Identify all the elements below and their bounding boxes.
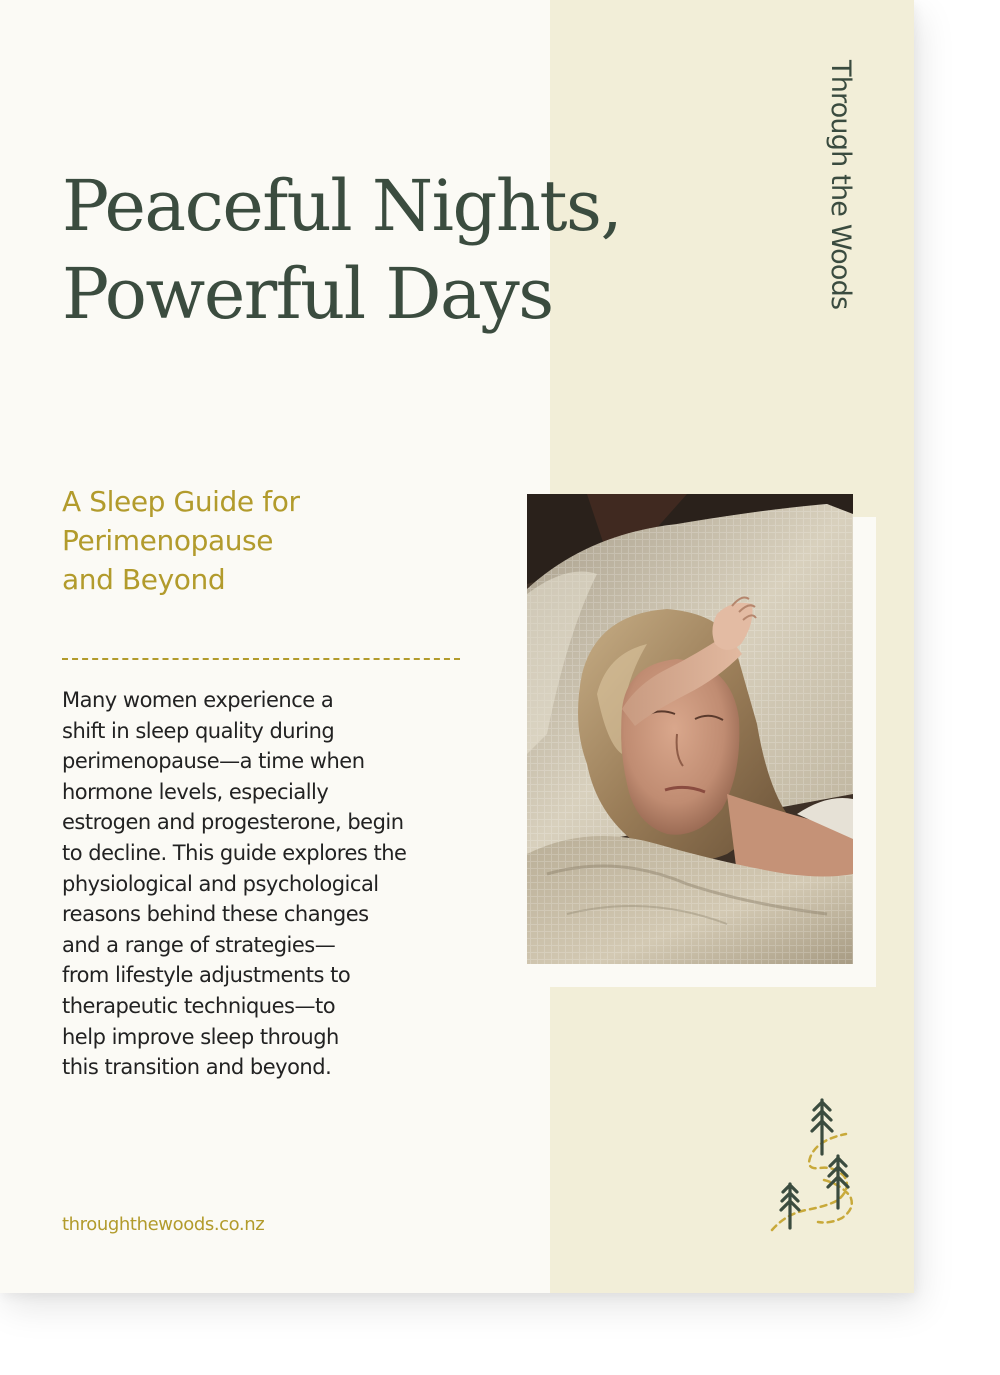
- cover-title: [62, 162, 762, 338]
- body-line: and a range of strategies—: [62, 932, 336, 957]
- subtitle-line: and Beyond: [62, 563, 226, 596]
- woman-resting-photo-illustration: [527, 494, 853, 964]
- website-url: throughthewoods.co.nz: [62, 1214, 265, 1235]
- body-line: therapeutic techniques—to: [62, 993, 336, 1018]
- pine-trees-path-icon: [766, 1096, 858, 1234]
- subtitle-line: Perimenopause: [62, 524, 274, 557]
- body-line: help improve sleep through: [62, 1024, 339, 1049]
- body-line: hormone levels, especially: [62, 779, 329, 804]
- body-line: this transition and beyond.: [62, 1055, 332, 1080]
- body-line: physiological and psychological: [62, 871, 379, 896]
- body-line: reasons behind these changes: [62, 902, 369, 927]
- body-line: from lifestyle adjustments to: [62, 963, 351, 988]
- cover-subtitle: [62, 482, 482, 599]
- cover-photo: [527, 494, 853, 964]
- body-line: shift in sleep quality during: [62, 718, 335, 743]
- title-line: Powerful Days: [62, 253, 553, 335]
- body-line: estrogen and progesterone, begin: [62, 810, 404, 835]
- brand-name-vertical: Through the Woods: [825, 60, 856, 310]
- dashed-divider: [62, 658, 460, 660]
- intro-paragraph: [62, 685, 502, 1083]
- title-line: Peaceful Nights,: [62, 165, 622, 247]
- body-line: to decline. This guide explores the: [62, 840, 407, 865]
- body-line: perimenopause—a time when: [62, 749, 365, 774]
- body-line: Many women experience a: [62, 688, 334, 712]
- subtitle-line: A Sleep Guide for: [62, 485, 300, 518]
